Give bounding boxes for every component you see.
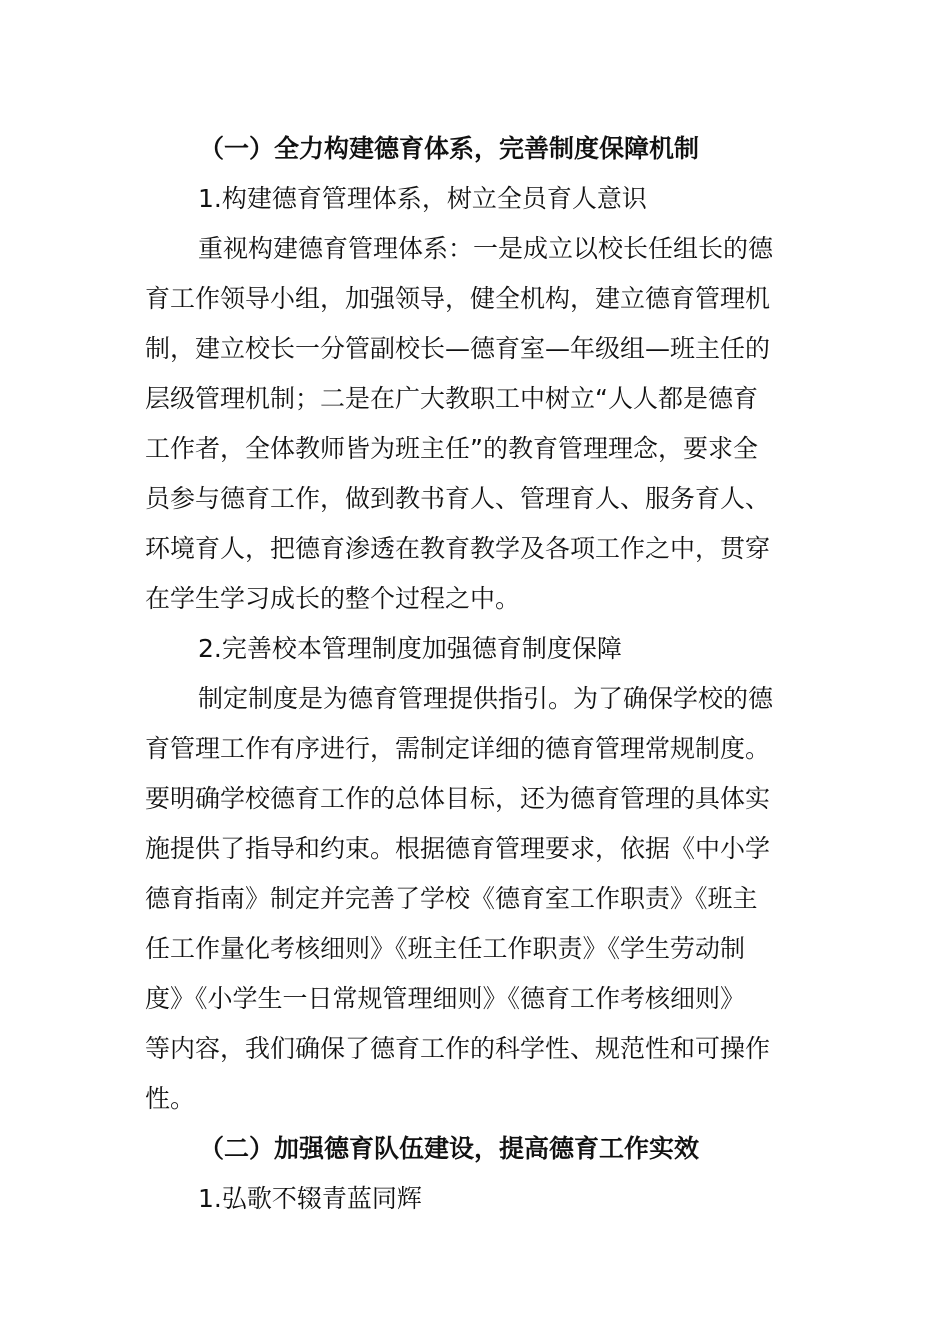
paragraph-line: 任工作量化考核细则》《班主任工作职责》《学生劳动制 — [145, 934, 746, 963]
paragraph — [145, 674, 807, 1124]
document-body — [145, 124, 807, 1224]
paragraph-line: 育管理工作有序进行，需制定详细的德育管理常规制度。 — [145, 734, 771, 763]
paragraph-line: 环境育人，把德育渗透在教育教学及各项工作之中，贯穿 — [145, 534, 771, 563]
subsection-heading: 1.弘歌不辍青蓝同辉 — [198, 1184, 422, 1213]
subsection-heading: 2.完善校本管理制度加强德育制度保障 — [198, 634, 622, 663]
paragraph-line: 育工作领导小组，加强领导，健全机构，建立德育管理机 — [145, 284, 771, 313]
paragraph-line: 在学生学习成长的整个过程之中。 — [145, 584, 521, 613]
paragraph — [145, 224, 807, 624]
paragraph-line: 性。 — [145, 1084, 196, 1113]
paragraph-line: 工作者，全体教师皆为班主任”的教育管理理念，要求全 — [145, 434, 758, 463]
subsection-heading: 1.构建德育管理体系，树立全员育人意识 — [198, 184, 647, 213]
section-heading: （一）全力构建德育体系，完善制度保障机制 — [199, 134, 700, 163]
paragraph-line: 施提供了指导和约束。根据德育管理要求，依据《中小学 — [145, 834, 771, 863]
paragraph-line: 等内容，我们确保了德育工作的科学性、规范性和可操作 — [145, 1034, 771, 1063]
paragraph-line: 重视构建德育管理体系：一是成立以校长任组长的德 — [198, 234, 774, 263]
paragraph-line: 度》《小学生一日常规管理细则》《德育工作考核细则》 — [145, 984, 746, 1013]
paragraph-line: 要明确学校德育工作的总体目标，还为德育管理的具体实 — [145, 784, 771, 813]
paragraph-line: 层级管理机制；二是在广大教职工中树立“人人都是德育 — [145, 384, 758, 413]
section-heading: （二）加强德育队伍建设，提高德育工作实效 — [199, 1134, 700, 1163]
paragraph-line: 德育指南》制定并完善了学校《德育室工作职责》《班主 — [145, 884, 758, 913]
paragraph-line: 制，建立校长一分管副校长—德育室—年级组—班主任的 — [145, 334, 771, 363]
paragraph-line: 员参与德育工作，做到教书育人、管理育人、服务育人、 — [145, 484, 771, 513]
paragraph-line: 制定制度是为德育管理提供指引。为了确保学校的德 — [198, 684, 774, 713]
